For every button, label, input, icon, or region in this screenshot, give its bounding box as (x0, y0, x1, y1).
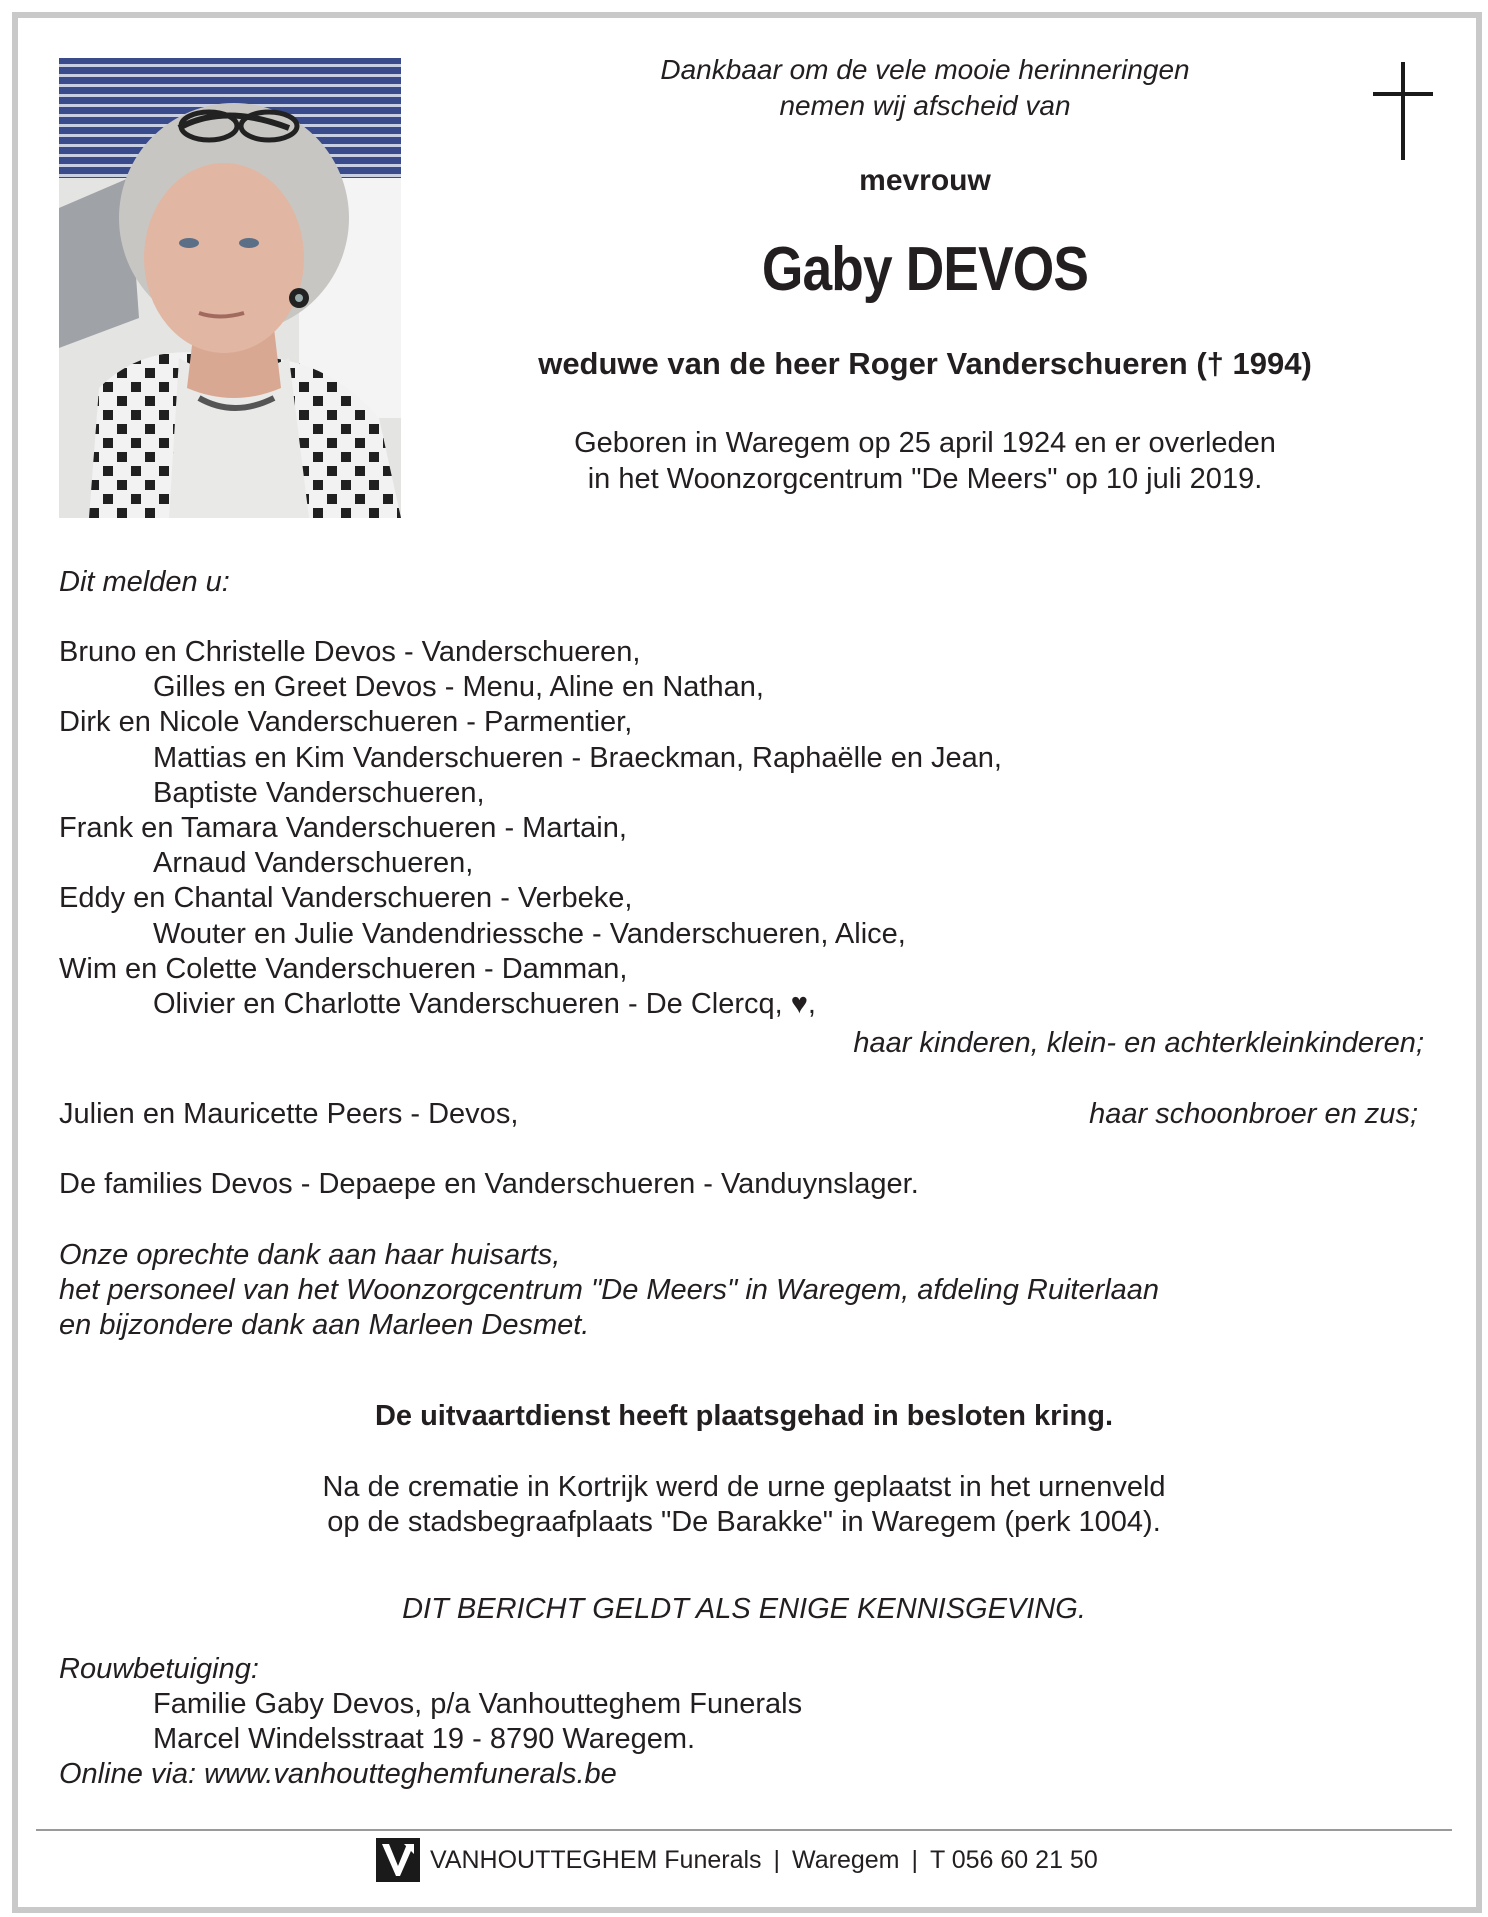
thanks-line-1: Onze oprechte dank aan haar huisarts, (59, 1239, 561, 1271)
service-line: De uitvaartdienst heeft plaatsgehad in besloten kring. (374, 1400, 1114, 1432)
footer (376, 1836, 1098, 1884)
families-line: De families Devos - Depaepe en Vanderschueren - Vanduynslager. (59, 1168, 919, 1200)
intro-line-2: nemen wij afscheid van (779, 90, 1071, 121)
portrait-photo (59, 58, 401, 518)
family-line: Gilles en Greet Devos - Menu, Aline en Nathan, (153, 671, 764, 704)
family-line: Eddy en Chantal Vanderschueren - Verbeke, (59, 882, 633, 915)
inlaws-names: Julien en Mauricette Peers - Devos, (59, 1098, 519, 1130)
footer-city: Waregem (792, 1845, 900, 1874)
cremation-text (230, 1470, 1258, 1540)
heart-icon: ♥, (790, 988, 816, 1020)
company-name-rest: Funerals (664, 1845, 762, 1874)
intro-line-1: Dankbaar om de vele mooie herinneringen (660, 54, 1190, 85)
cremation-line-1: Na de crematie in Kortrijk werd de urne geplaatst in het urnenveld (322, 1471, 1166, 1503)
inlaws-label: haar schoonbroer en zus; (1089, 1098, 1418, 1130)
family-line: Bruno en Christelle Devos - Vanderschueren, (59, 636, 641, 668)
footer-separator: | (911, 1845, 918, 1874)
family-line: Olivier en Charlotte Vanderschueren - De Clercq, (153, 988, 783, 1020)
intro-text (560, 52, 1290, 124)
cremation-line-2: op de stadsbegraafplaats "De Barakke" in Waregem (perk 1004). (327, 1506, 1161, 1538)
family-line: Dirk en Nicole Vanderschueren - Parmentier, (59, 706, 633, 739)
condolence-label: Rouwbetuiging: (59, 1653, 259, 1685)
condolence-line-2: Marcel Windelsstraat 19 - 8790 Waregem. (153, 1723, 696, 1755)
company-name (430, 1846, 762, 1875)
cross-icon (1373, 62, 1433, 160)
family-line: Frank en Tamara Vanderschueren - Martain, (59, 812, 627, 844)
family-line: Mattias en Kim Vanderschueren - Braeckman, Raphaëlle en Jean, (153, 741, 1002, 774)
death-line: in het Woonzorgcentrum "De Meers" op 10 juli 2019. (587, 463, 1263, 495)
company-name-strong: VANHOUTTEGHEM (430, 1845, 658, 1874)
widow-line: weduwe van de heer Roger Vanderschueren († 1994) (538, 346, 1312, 381)
online-link[interactable]: Online via: www.vanhoutteghemfunerals.be (59, 1758, 617, 1790)
footer-phone[interactable]: T 056 60 21 50 (929, 1845, 1098, 1874)
announce-label: Dit melden u: (59, 566, 230, 598)
family-line: Wouter en Julie Vandendriessche - Vanderschueren, Alice, (153, 917, 906, 950)
deceased-name: Gaby DEVOS (761, 235, 1089, 304)
honorific: mevrouw (859, 164, 991, 197)
footer-separator: | (773, 1845, 781, 1874)
family-line: Baptiste Vanderschueren, (153, 776, 485, 809)
family-line: Arnaud Vanderschueren, (153, 847, 474, 880)
condolence-line-1: Familie Gaby Devos, p/a Vanhoutteghem Funerals (153, 1688, 803, 1720)
company-logo-icon (376, 1838, 420, 1882)
footer-divider (36, 1829, 1452, 1831)
family-line: Wim en Colette Vanderschueren - Damman, (59, 952, 628, 985)
notice-line: DIT BERICHT GELDT ALS ENIGE KENNISGEVING. (402, 1593, 1086, 1625)
birth-death-text (440, 425, 1410, 497)
thanks-line-2: het personeel van het Woonzorgcentrum "De Meers" in Waregem, afdeling Ruiterlaan (59, 1274, 1160, 1306)
children-label: haar kinderen, klein- en achterkleinkinderen; (853, 1027, 1424, 1059)
birth-line: Geboren in Waregem op 25 april 1924 en er overleden (574, 427, 1276, 459)
thanks-line-3: en bijzondere dank aan Marleen Desmet. (59, 1309, 590, 1341)
